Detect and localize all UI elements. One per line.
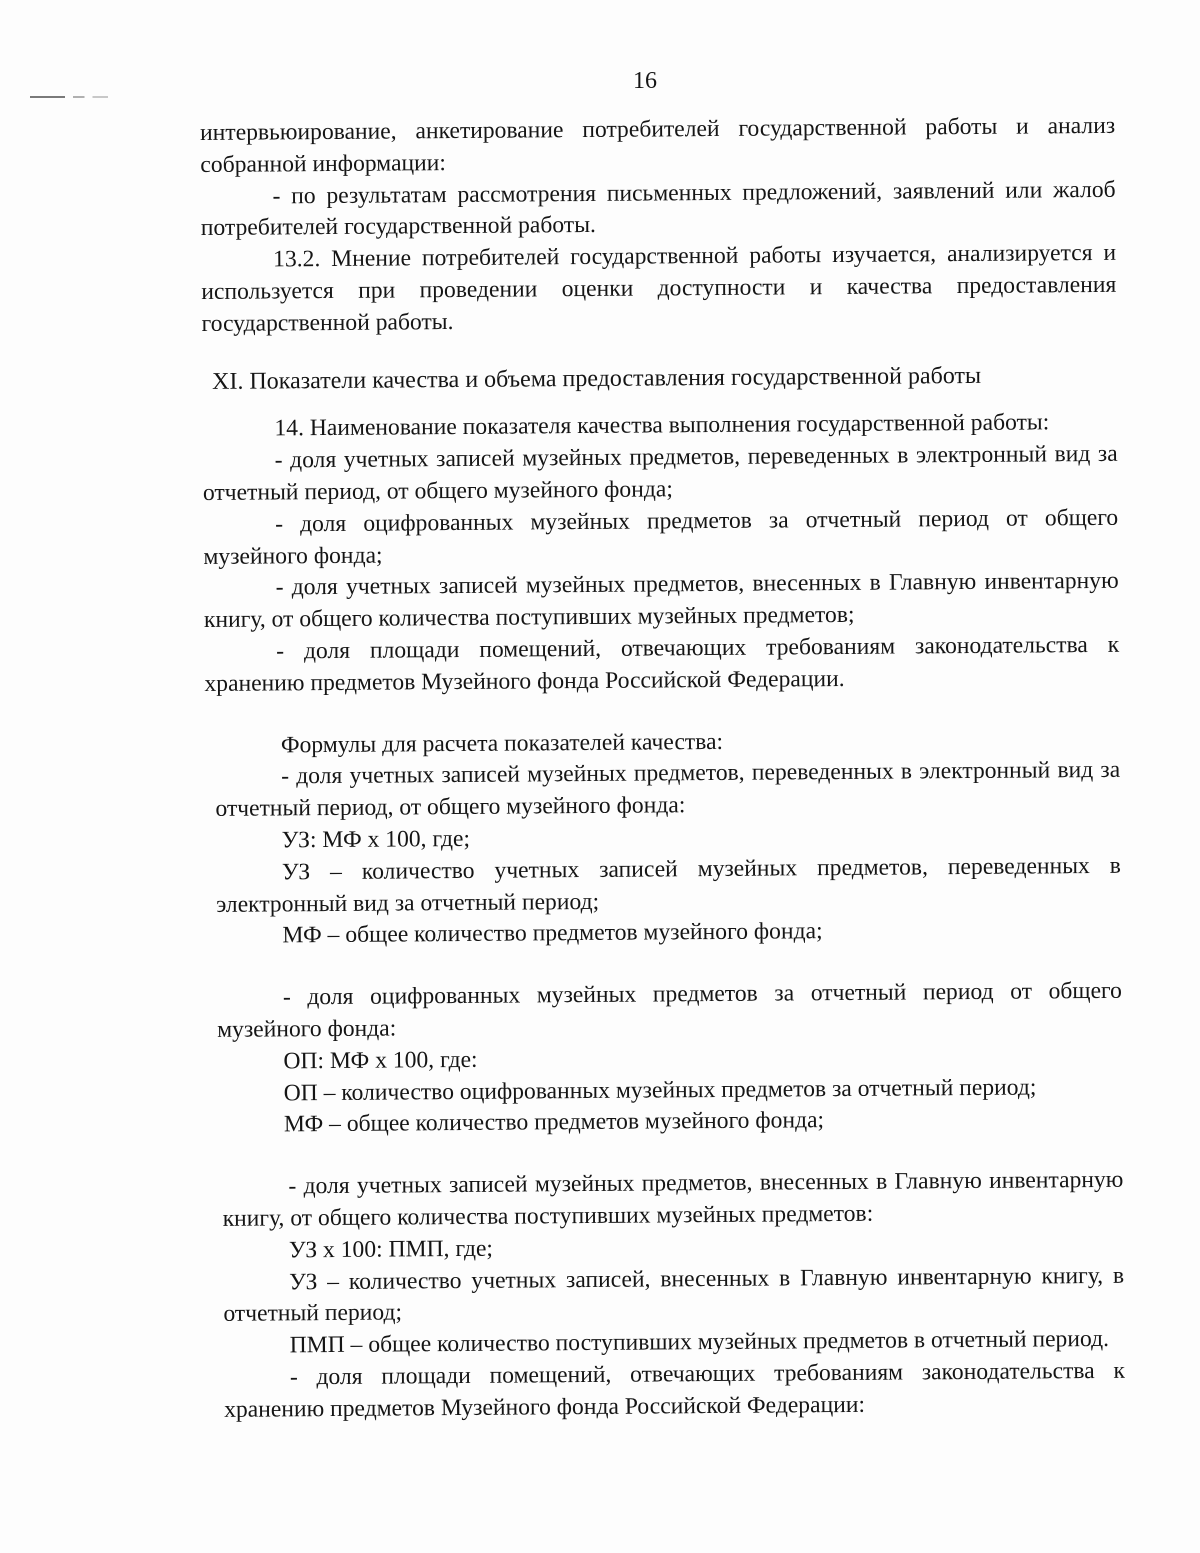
paragraph-13-2: 13.2. Мнение потребителей государственной работы изучается, анализируется и используется при проведении оценки доступности и качества предоставления государственной работы.	[201, 239, 1117, 337]
formula-3-description: - доля учетных записей музейных предметов, внесенных в Главную инвентарную книгу, от общего количества поступивших музейных предметов:	[222, 1166, 1124, 1232]
formula-2-expression: ОП: МФ х 100, где:	[283, 1046, 478, 1075]
scan-artifact-mark	[30, 96, 108, 98]
formula-2-variable-mf: МФ – общее количество предметов музейного фонда;	[283, 1107, 825, 1138]
section-heading: XI. Показатели качества и объема предоставления государственной работы	[211, 362, 982, 395]
formula-block-3	[208, 1165, 1125, 1427]
paragraph-intro-1: интервьюирование, анкетирование потребителей государственной работы и анализ собранной информации:	[200, 112, 1116, 178]
paragraph-14: 14. Наименование показателя качества выполнения государственной работы:	[274, 409, 1050, 442]
page-number: 16	[633, 68, 657, 94]
formula-1-variable-mf: МФ – общее количество предметов музейного фонда;	[282, 918, 823, 949]
formula-block-1	[205, 723, 1122, 953]
indicator-item-3: - доля учетных записей музейных предметов, внесенных в Главную инвентарную книгу, от общего количества поступивших музейных предметов;	[203, 568, 1119, 634]
formula-1-variable-uz: УЗ – количество учетных записей музейных предметов, переведенных в электронный вид за отчетный период;	[216, 852, 1122, 918]
document-body	[200, 111, 1125, 1427]
indicator-item-1: - доля учетных записей музейных предметов, переведенных в электронный вид за отчетный период, от общего музейного фонда;	[202, 440, 1118, 506]
formula-2-variable-op: ОП – количество оцифрованных музейных предметов за отчетный период;	[283, 1073, 1037, 1106]
indicator-item-4: - доля площади помещений, отвечающих требованиям законодательства к хранению предметов Музейного фонда Российской Федерации.	[204, 631, 1120, 697]
indicator-item-2: - доля оцифрованных музейных предметов за отчетный период от общего музейного фонда;	[203, 504, 1119, 570]
formula-block-2	[207, 976, 1123, 1142]
formula-1-expression: УЗ: МФ х 100, где;	[281, 825, 471, 854]
formula-3-variable-uz: УЗ – количество учетных записей, внесенных в Главную инвентарную книгу, в отчетный период;	[223, 1262, 1125, 1328]
formula-4-description: - доля площади помещений, отвечающих требованиям законодательства к хранению предметов Музейного фонда Российской Федерации:	[224, 1357, 1125, 1423]
formula-2-description: - доля оцифрованных музейных предметов за отчетный период от общего музейного фонда:	[217, 977, 1122, 1043]
paragraph-intro-2: - по результатам рассмотрения письменных предложений, заявлений или жалоб потребителей государственной работы.	[200, 176, 1116, 242]
formula-1-description: - доля учетных записей музейных предметов, переведенных в электронный вид за отчетный период, от общего музейного фонда:	[215, 757, 1121, 823]
formula-3-expression: УЗ х 100: ПМП, где;	[288, 1235, 494, 1264]
formulas-title: Формулы для расчета показателей качества:	[280, 728, 724, 758]
formula-3-variable-pmp: ПМП – общее количество поступивших музейных предметов в отчетный период.	[289, 1325, 1110, 1359]
